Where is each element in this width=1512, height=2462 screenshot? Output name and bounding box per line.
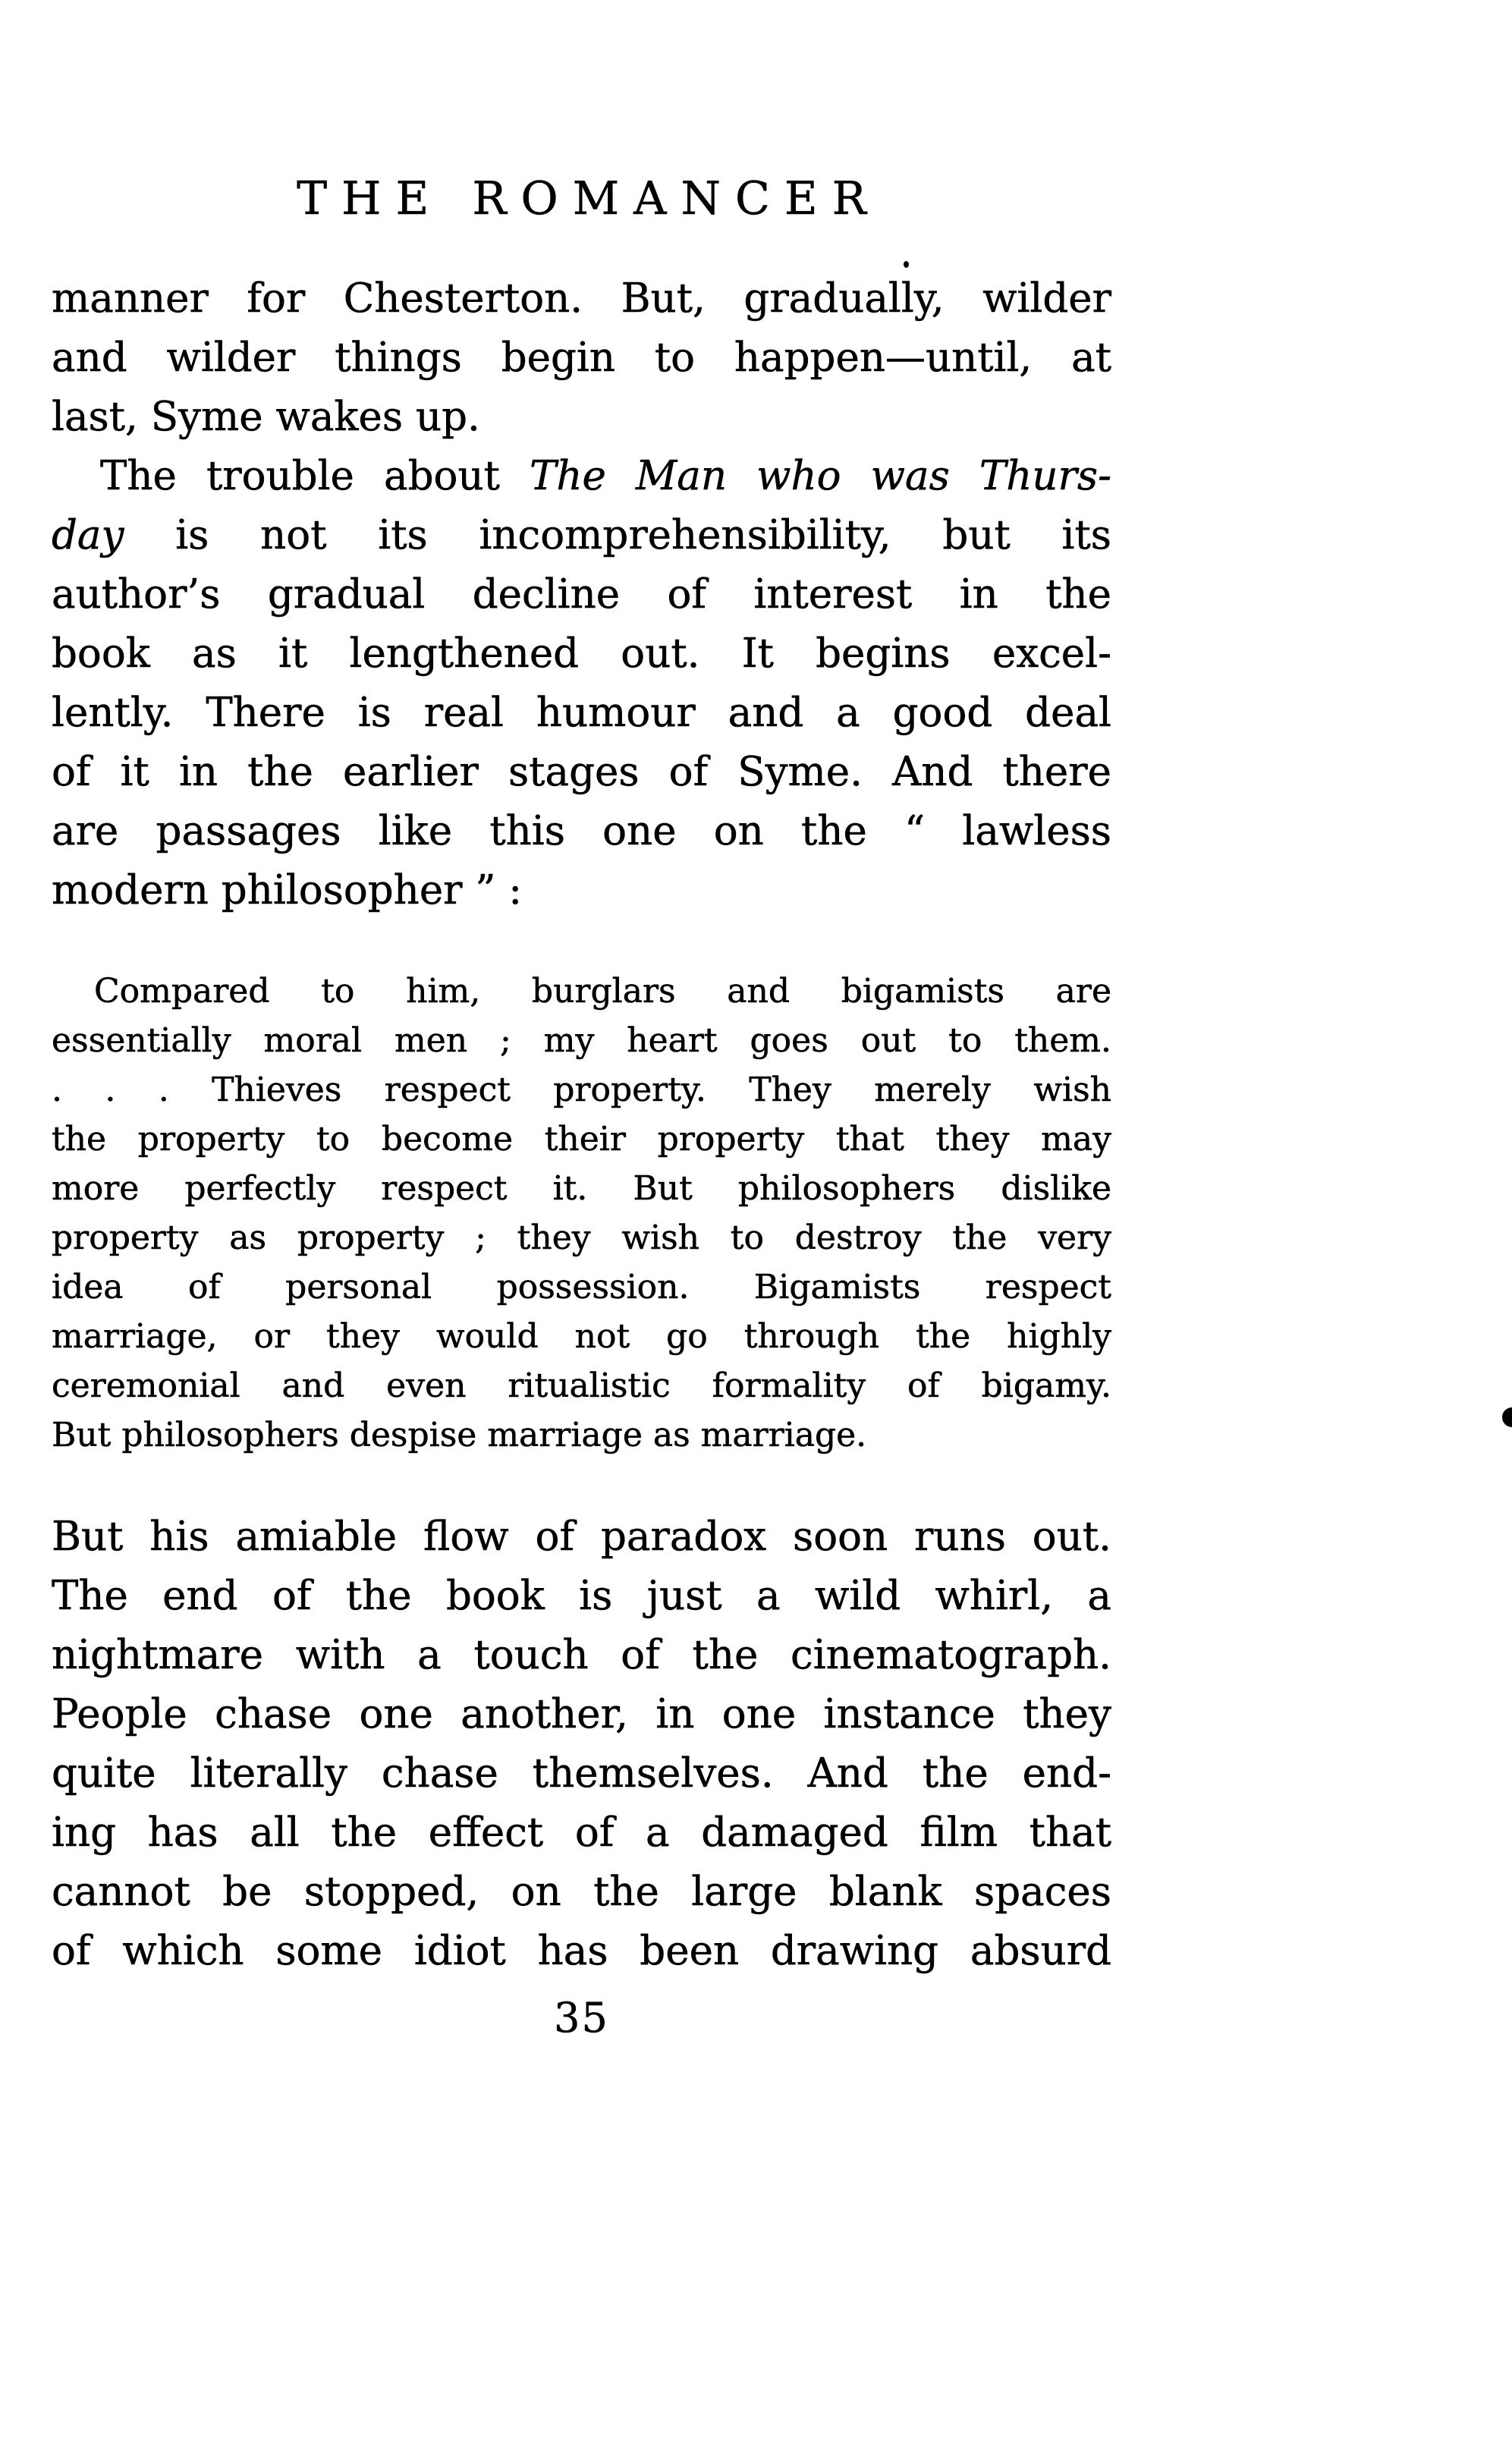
text-line bbox=[52, 1410, 1111, 1460]
text-segment: is not its incomprehensibility, but its bbox=[124, 512, 1111, 558]
text-segment: lently. There is real humour and a good deal bbox=[52, 690, 1111, 736]
paragraph-the-trouble bbox=[52, 447, 1111, 920]
text-line bbox=[52, 1685, 1111, 1744]
text-segment: and wilder things begin to happen—until, at bbox=[52, 335, 1111, 381]
paragraph-continued bbox=[52, 269, 1111, 447]
text-line bbox=[52, 684, 1111, 743]
text-segment: of it in the earlier stages of Syme. And there bbox=[52, 749, 1111, 795]
text-segment: But philosophers despise marriage as marriage. bbox=[52, 1416, 867, 1454]
text-line bbox=[52, 1803, 1111, 1863]
text-segment: last, Syme wakes up. bbox=[52, 394, 480, 440]
page-number: 35 bbox=[554, 1994, 609, 2042]
text-line bbox=[52, 388, 1111, 447]
text-segment: manner for Chesterton. But, gradually, wilder bbox=[52, 275, 1111, 322]
text-segment: property as property ; they wish to destroy the very bbox=[52, 1218, 1111, 1257]
text-line bbox=[52, 1567, 1111, 1626]
text-segment: the property to become their property that they may bbox=[52, 1120, 1111, 1159]
text-line bbox=[52, 1863, 1111, 1922]
text-line bbox=[52, 565, 1111, 624]
text-segment: But his amiable flow of paradox soon runs out. bbox=[52, 1514, 1111, 1560]
text-segment: are passages like this one on the “ lawless bbox=[52, 808, 1111, 854]
text-segment: nightmare with a touch of the cinematograph. bbox=[52, 1632, 1111, 1678]
text-line bbox=[52, 1312, 1111, 1361]
text-segment: Compared to him, burglars and bigamists are bbox=[94, 972, 1111, 1011]
text-line bbox=[52, 1115, 1111, 1164]
text-line bbox=[52, 1744, 1111, 1803]
running-header: THE ROMANCER bbox=[297, 172, 881, 225]
text-segment: The end of the book is just a wild whirl, a bbox=[52, 1573, 1111, 1619]
italic-text-segment: day bbox=[52, 512, 124, 558]
text-segment: book as it lengthened out. It begins excel- bbox=[52, 630, 1111, 677]
text-segment: People chase one another, in one instance they bbox=[52, 1691, 1111, 1737]
text-segment: The trouble about bbox=[100, 453, 530, 499]
text-segment: essentially moral men ; my heart goes out to them. bbox=[52, 1021, 1111, 1060]
text-line bbox=[52, 1626, 1111, 1685]
text-line bbox=[52, 861, 1111, 920]
text-line bbox=[52, 1922, 1111, 1981]
text-line bbox=[52, 802, 1111, 861]
text-line bbox=[52, 743, 1111, 802]
text-segment: marriage, or they would not go through the highly bbox=[52, 1317, 1111, 1356]
text-segment: ing has all the effect of a damaged film that bbox=[52, 1810, 1111, 1856]
text-line bbox=[52, 1016, 1111, 1065]
text-segment: cannot be stopped, on the large blank spaces bbox=[52, 1869, 1111, 1915]
text-segment: of which some idiot has been drawing absurd bbox=[52, 1928, 1111, 1974]
text-segment: author’s gradual decline of interest in the bbox=[52, 571, 1111, 618]
text-line bbox=[52, 329, 1111, 388]
text-line bbox=[52, 269, 1111, 329]
block-quote bbox=[52, 967, 1111, 1460]
text-line bbox=[52, 1164, 1111, 1213]
text-line bbox=[52, 1508, 1111, 1567]
text-line bbox=[52, 1213, 1111, 1262]
text-segment: quite literally chase themselves. And the end- bbox=[52, 1750, 1111, 1797]
text-line bbox=[52, 447, 1111, 506]
text-line bbox=[52, 506, 1111, 565]
text-line bbox=[52, 1065, 1111, 1115]
text-line bbox=[52, 1361, 1111, 1410]
text-line bbox=[52, 967, 1111, 1016]
paragraph-but-his-amiable bbox=[52, 1508, 1111, 1981]
text-body bbox=[52, 269, 1111, 1981]
text-segment: more perfectly respect it. But philosophers dislike bbox=[52, 1169, 1111, 1208]
text-segment: . . . Thieves respect property. They merely wish bbox=[52, 1071, 1111, 1109]
text-segment: modern philosopher ” : bbox=[52, 867, 523, 913]
text-line bbox=[52, 1262, 1111, 1312]
text-segment: ceremonial and even ritualistic formality of bigamy. bbox=[52, 1366, 1111, 1405]
italic-text-segment: The Man who was Thurs- bbox=[530, 453, 1111, 499]
ink-dot bbox=[904, 261, 909, 268]
ink-speck bbox=[1502, 1407, 1512, 1427]
text-segment: idea of personal possession. Bigamists respect bbox=[52, 1268, 1111, 1306]
text-line bbox=[52, 624, 1111, 684]
